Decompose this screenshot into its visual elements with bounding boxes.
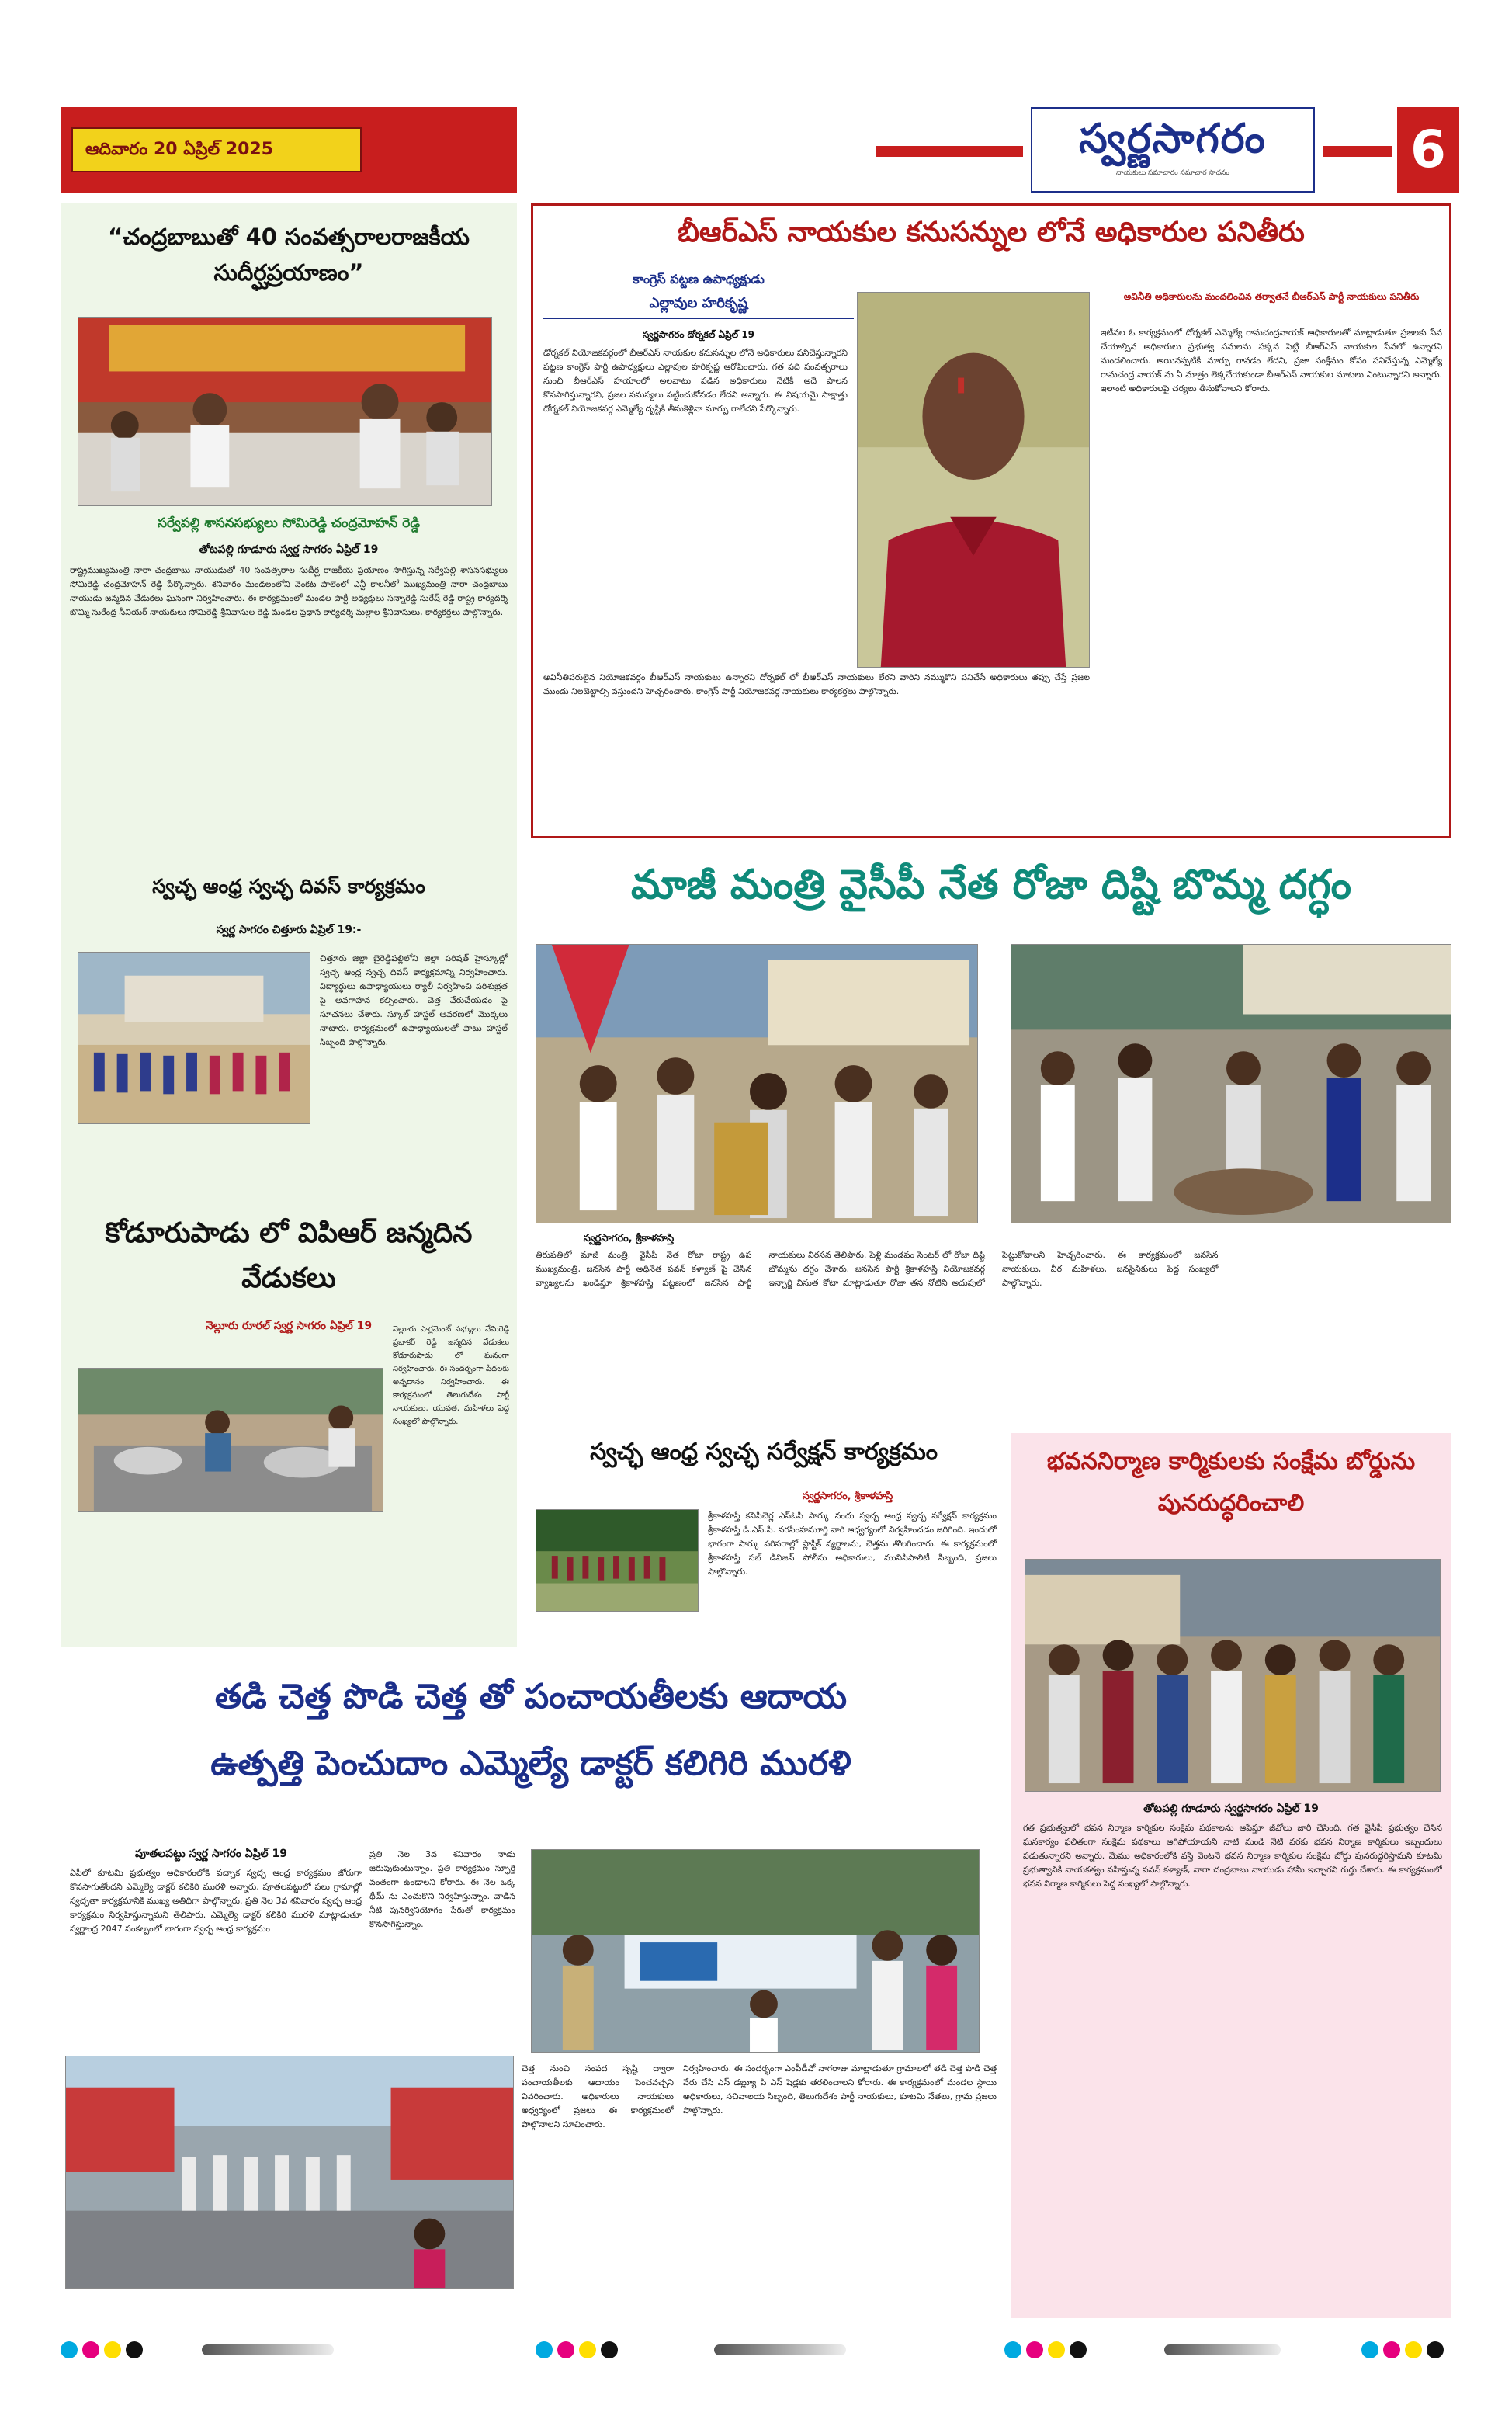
- swachh-photo: [536, 1509, 699, 1612]
- registration-dot: [1004, 2341, 1021, 2358]
- registration-dot: [126, 2341, 143, 2358]
- registration-dot: [601, 2341, 618, 2358]
- welfare-photo-image: [1025, 1560, 1440, 1791]
- registration-dot: [61, 2341, 78, 2358]
- swachh-photo-image: [536, 1510, 698, 1611]
- story1-dateline: తోటపల్లి గూడూరు స్వర్ణ సాగరం ఏప్రిల్ 19: [199, 543, 379, 556]
- welfare-photo: [1025, 1559, 1441, 1792]
- footer-registration: [0, 2337, 1512, 2368]
- story1-headline: “చంద్రబాబుతో 40 సంవత్సరాలరాజకీయ సుదీర్ఘప్రయాణం”: [108, 224, 470, 286]
- story1-photo-image: [78, 318, 491, 505]
- page-number-box: [1397, 107, 1459, 193]
- panchayat-dateline: పూతలపట్టు స్వర్ణ సాగరం ఏప్రిల్ 19: [135, 1848, 287, 1860]
- brs-portrait-photo: [857, 292, 1090, 668]
- registration-bar: [202, 2344, 334, 2355]
- logo-box: [1031, 107, 1315, 193]
- story2-photo: [78, 952, 310, 1124]
- panchayat-photo-bottom-image: [66, 2056, 513, 2288]
- panchayat-body-col1: ఏపీలో కూటమి ప్రభుత్వం అధికారంలోకి వచ్చాక స్వచ్ఛ ఆంధ్ర కార్యక్రమం జోరుగా కొనసాగుతోందని ఎమ్మెల్యే డాక్టర్ కలికిరి మురళి అన్నారు. పూతలపట్టులో పలు గ్రామాల్లో స్వచ్ఛతా కార్యక్రమానికి ముఖ్య అతిథిగా పాల్గొన్నారు. ప్రతి నెల 3వ శనివారం స్వచ్ఛ ఆంధ్ర కార్యక్రమం నిర్వహిస్తున్నామని తెలిపారు. ఎమ్మెల్యే డాక్టర్ కలికిరి మురళి మాట్లాడుతూ స్వర్ణాంధ్ర 2047 సంకల్పంలో భాగంగా స్వచ్ఛ ఆంధ్ర కార్యక్రమం: [70, 1868, 362, 1934]
- swachh-dateline: స్వర్ణసాగరం, శ్రీకాళహస్తి: [802, 1491, 893, 1502]
- panchayat-headline-line2: ఉత్పత్తి పెంచుదాం ఎమ్మెల్యే డాక్టర్ కలిగిరి మురళి: [210, 1744, 851, 1783]
- brs-dateline: స్వర్ణసాగరం దోర్నకల్ ఏప్రిల్ 19: [642, 329, 755, 340]
- brs-body-left: డోర్నకల్ నియోజకవర్గంలో బీఆర్ఎస్ నాయకుల కనుసన్నుల లోనే అధికారులు పనిచేస్తున్నారని పట్టణ కాంగ్రెస్ పార్టీ ఉపాధ్యక్షులు ఎల్లావుల హరికృష్ణ ఆరోపించారు. గత పది సంవత్సరాలు నుంచి బీఆర్ఎస్ హయాంలో అలవాటు పడిన అధికారులు నేటికీ అదే పాలన కొనసాగిస్తున్నారని, ప్రజల సమస్యలు పట్టించుకోవడం లేదని అన్నారు. ఈ విషయమై సాక్షాత్తు దోర్నకల్ నియోజకవర్గ ఎమ్మెల్యే దృష్టికి తీసుకెళ్లినా మార్పు రాలేదని పేర్కొన్నారు.: [543, 348, 848, 414]
- registration-dot: [1361, 2341, 1378, 2358]
- brs-byline-role: కాంగ్రెస్ పట్టణ ఉపాధ్యక్షుడు: [633, 272, 765, 286]
- registration-dot: [579, 2341, 596, 2358]
- registration-dot: [82, 2341, 99, 2358]
- registration-dot: [1383, 2341, 1400, 2358]
- registration-bar: [714, 2344, 846, 2355]
- story2-dateline: స్వర్ణ సాగరం చిత్తూరు ఏప్రిల్ 19:-: [216, 924, 362, 936]
- roja-dateline: స్వర్ణసాగరం, శ్రీకాళహస్తి: [583, 1233, 675, 1244]
- brs-headline: బీఆర్ఎస్ నాయకుల కనుసన్నుల లోనే అధికారుల పనితీరు: [678, 217, 1305, 248]
- roja-photo-right-image: [1011, 945, 1451, 1223]
- brs-portrait-image: [858, 293, 1089, 667]
- registration-dot: [1048, 2341, 1065, 2358]
- story3-photo-image: [78, 1369, 383, 1511]
- registration-dot: [1070, 2341, 1087, 2358]
- welfare-headline: భవననిర్మాణ కార్మికులకు సంక్షేమ బోర్డును పునరుద్ధరించాలి: [1046, 1448, 1416, 1517]
- panchayat-photo-top-image: [532, 1850, 979, 2052]
- panchayat-photo-bottom: [65, 2056, 514, 2289]
- registration-dot: [1026, 2341, 1043, 2358]
- panchayat-headline-line1: తడి చెత్త పొడి చెత్త తో పంచాయతీలకు ఆదాయ: [214, 1677, 848, 1716]
- story2-photo-image: [78, 953, 310, 1123]
- panchayat-photo-top: [531, 1849, 980, 2053]
- story2-body: చిత్తూరు జిల్లా బైరెడ్డిపల్లిలోని జిల్లా పరిషత్ హైస్కూల్లో స్వచ్ఛ ఆంధ్ర స్వచ్ఛ దివస్ కార్యక్రమాన్ని నిర్వహించారు. విద్యార్థులు ఉపాధ్యాయులు ర్యాలీ నిర్వహించి పరిశుభ్రత పై అవగాహన కల్పించారు. చెత్త వేరుచేయడం పై సూచనలు చేశారు. స్కూల్ హాస్టల్ ఆవరణలో మొక్కలు నాటారు. కార్యక్రమంలో ఉపాధ్యాయులతో పాటు హాస్టల్ సిబ్బంది పాల్గొన్నారు.: [320, 953, 508, 1047]
- page-number: 6: [1410, 120, 1446, 179]
- panchayat-body-col4: నిర్వహించారు. ఈ సందర్భంగా ఎంపీడీవో నాగరాజు మాట్లాడుతూ గ్రామాలలో తడి చెత్త పొడి చెత్త వేరు చేసి ఎస్ డబ్ల్యూ పి ఎస్ షెడ్లకు తరలించాలని కోరారు. ఈ కార్యక్రమంలో మండల స్థాయి అధికారులు, సచివాలయ సిబ్బంది, తెలుగుదేశం పార్టీ నాయకులు, కూటమి నేతలు, గ్రామ ప్రజలు పాల్గొన్నారు.: [683, 2063, 997, 2115]
- registration-dot: [536, 2341, 553, 2358]
- roja-body: తిరుపతిలో మాజీ మంత్రి, వైసీపీ నేత రోజా రాష్ట్ర ఉప ముఖ్యమంత్రి, జనసేన పార్టీ అధినేత పవన్ కళ్యాణ్ పై చేసిన వ్యాఖ్యలను ఖండిస్తూ శ్రీకాళహస్తి పట్టణంలో జనసేన పార్టీ నాయకులు నిరసన తెలిపారు. పెళ్లి మండపం సెంటర్ లో రోజా దిష్టి బొమ్మను దగ్ధం చేశారు. జనసేన పార్టీ శ్రీకాళహస్తి నియోజకవర్గ ఇన్చార్జి వినుత కోటా మాట్లాడుతూ రోజా తన నోటిని అదుపులో పెట్టుకోవాలని హెచ్చరించారు. ఈ కార్యక్రమంలో జనసేన నాయకులు, వీర మహిళలు, జనసైనికులు పెద్ద సంఖ్యలో పాల్గొన్నారు.: [536, 1250, 1219, 1288]
- welfare-dateline: తోటపల్లి గూడూరు స్వర్ణసాగరం ఏప్రిల్ 19: [1143, 1803, 1319, 1815]
- brs-body-bottom: అవినీతిపరులైన నియోజకవర్గం బీఆర్ఎస్ నాయకులు ఉన్నారని దోర్నకల్ లో బీఆర్ఎస్ నాయకులు లేరని వారిని నమ్ముకొని పనిచేసే అధికారులు తప్పు చేస్తే ప్రజల ముందు నిలబెట్టాల్సి వస్తుందని హెచ్చరించారు. కాంగ్రెస్ పార్టీ నియోజకవర్గ నాయకులు కార్యకర్తలు పాల్గొన్నారు.: [543, 672, 1090, 696]
- logo-tagline: నాయకులు సమాచారం సమాచార సాధనం: [1116, 169, 1229, 177]
- date-banner-inner: [71, 127, 362, 172]
- story1-body: రాష్ట్రముఖ్యమంత్రి నారా చంద్రబాబు నాయుడుతో 40 సంవత్సరాల సుదీర్ఘ రాజకీయ ప్రయాణం సాగిస్తున్న సర్వేపల్లి శాసనసభ్యులు సోమిరెడ్డి చంద్రమోహన్ రెడ్డి పేర్కొన్నారు. శనివారం మండలంలోని వెంకట పాలెంలో ఎన్టీ కాలనీలో ముఖ్యమంత్రి నారా చంద్రబాబు నాయుడు జన్మదిన వేడుకలు ఘనంగా నిర్వహించారు. ఈ కార్యక్రమంలో మండల పార్టీ అధ్యక్షులు సన్నారెడ్డి సురేష్ రెడ్డి రాష్ట్ర కార్యదర్శి బొమ్మి సురేంద్ర సీనియర్ నాయకులు సోమిరెడ్డి శ్రీనివాసుల రెడ్డి మండల ప్రధాన కార్యదర్శి మల్లాల శ్రీనివాసులు, కార్యకర్తలు పాల్గొన్నారు.: [70, 565, 508, 617]
- story1-photo: [78, 317, 492, 506]
- brs-side-heading: అవినీతి అధికారులను మందలించిన తర్వాతనే బీఆర్ఎస్ పార్టీ నాయకులు పనితీరు: [1123, 291, 1420, 302]
- registration-dot: [1405, 2341, 1422, 2358]
- swachh-body: శ్రీకాళహస్తి కనిపిచెర్ల ఎస్ఓసి పార్కు నందు స్వచ్ఛ ఆంధ్ర స్వచ్ఛ సర్వేక్షన్ కార్యక్రమం శ్రీకాళహస్తి డి.ఎస్.పి. నరసింహమూర్తి వారి ఆధ్వర్యంలో నిర్వహించడం జరిగింది. ఇందులో భాగంగా పార్కు పరిసరాల్లో ప్లాస్టిక్ వ్యర్థాలను, చెత్తను తొలగించారు. ఈ కార్యక్రమంలో శ్రీకాళహస్తి సబ్ డివిజన్ పోలీసు అధికారులు, మునిసిపాలిటీ సిబ్బంది, ప్రజలు పాల్గొన్నారు.: [708, 1511, 997, 1577]
- logo-text: స్వర్ణసాగరం: [1079, 116, 1267, 162]
- registration-dot: [104, 2341, 121, 2358]
- brs-byline-name: ఎల్లావుల హరికృష్ణ: [543, 295, 854, 319]
- panchayat-body-col2: ప్రతి నెల 3వ శనివారం నాడు జరుపుకుంటున్నాం. ప్రతి కార్యక్రమం స్ఫూర్తి వంతంగా ఉండాలని కోరారు. ఈ నెల ఒక్క థీమ్ ను ఎంచుకొని నిర్వహిస్తున్నాం. వాడిన నీటి పునర్వినియోగం పేరుతో కార్యక్రమం కొనసాగిస్తున్నాం.: [369, 1849, 515, 1929]
- issue-date: ఆదివారం 20 ఏప్రిల్ 2025: [85, 140, 274, 159]
- registration-bar: [1164, 2344, 1281, 2355]
- story3-headline: కోడూరుపాడు లో విపిఆర్ జన్మదిన వేడుకలు: [105, 1217, 473, 1294]
- roja-photo-left-image: [536, 945, 977, 1223]
- date-banner: [61, 107, 517, 193]
- story3-body: నెల్లూరు పార్లమెంట్ సభ్యులు వేమిరెడ్డి ప్రభాకర్ రెడ్డి జన్మదిన వేడుకలు కోడూరుపాడు లో ఘనంగా నిర్వహించారు. ఈ సందర్భంగా పేదలకు అన్నదానం నిర్వహించారు. ఈ కార్యక్రమంలో తెలుగుదేశం పార్టీ నాయకులు, యువత, మహిళలు పెద్ద సంఖ్యలో పాల్గొన్నారు.: [393, 1325, 509, 1426]
- roja-photo-left: [536, 944, 978, 1223]
- masthead: [61, 107, 1459, 193]
- roja-photo-right: [1011, 944, 1451, 1223]
- header-rule-left: [876, 146, 1023, 157]
- swachh-headline: స్వచ్ఛ ఆంధ్ర స్వచ్ఛ సర్వేక్షన్ కార్యక్రమం: [590, 1439, 938, 1466]
- header-rule-right: [1323, 146, 1392, 157]
- registration-dot: [1427, 2341, 1444, 2358]
- story3-dateline: నెల్లూరు రూరల్ స్వర్ణ సాగరం ఏప్రిల్ 19: [205, 1320, 373, 1332]
- roja-headline: మాజీ మంత్రి వైసీపీ నేత రోజా దిష్టి బొమ్మ దగ్ధం: [631, 862, 1351, 908]
- brs-body-right: ఇటీవల ఓ కార్యక్రమంలో దోర్నకల్ ఎమ్మెల్యే రామచంద్రనాయక్ అధికారులతో మాట్లాడుతూ ప్రజలకు సేవ చేయాల్సిన అధికారులు ప్రభుత్వ పనులను పక్కన పెట్టి బీఆర్ఎస్ నాయకుల సేవలో ఉన్నారని మందలించారు. అయినప్పటికీ మార్పు రావడం లేదని, ప్రజా సంక్షేమం కోసం పనిచేస్తున్న ఎమ్మెల్యే రామచంద్ర నాయక్ ను ఏ మాత్రం లెక్కచేయకుండా బీఆర్ఎస్ నాయకుల మాటలు వింటున్నారని అన్నారు. ఇలాంటి అధికారులపై చర్యలు తీసుకోవాలని కోరారు.: [1101, 328, 1442, 394]
- registration-dot: [557, 2341, 574, 2358]
- welfare-body: గత ప్రభుత్వంలో భవన నిర్మాణ కార్మికుల సంక్షేమ పథకాలను ఆపేస్తూ జీవోలు జారీ చేసింది. గత వైసీపీ ప్రభుత్వం చేసిన ఘనకార్యం ఫలితంగా సంక్షేమ పథకాలు ఆగిపోయాయని నాటి నుండి నేటి వరకు భవన నిర్మాణ కార్మికులు ఇబ్బందులు పడుతున్నారని అన్నారు. మేము అధికారంలోకి వస్తే వెంటనే భవన నిర్మాణ కార్మికుల సంక్షేమ బోర్డు పునరుద్ధరిస్తామని కూటమి ప్రభుత్వానికి నాయకత్వం వహిస్తున్న పవన్ కళ్యాణ్, నారా చంద్రబాబు నాయుడు హామీ ఇచ్చారని గుర్తు చేశారు. ఈ కార్యక్రమంలో భవన నిర్మాణ కార్మికులు పెద్ద సంఖ్యలో పాల్గొన్నారు.: [1023, 1823, 1442, 1889]
- story3-photo: [78, 1368, 383, 1512]
- panchayat-body-col3: చెత్త నుంచి సంపద సృష్టి ద్వారా పంచాయతీలకు ఆదాయం పెంచవచ్చని వివరించారు. అధికారులు నాయకులు అధ్వర్యంలో ప్రజలు ఈ కార్యక్రమంలో పాల్గొనాలని సూచించారు.: [522, 2063, 674, 2129]
- story1-caption: సర్వేపల్లి శాసనసభ్యులు సోమిరెడ్డి చంద్రమోహన్ రెడ్డి: [158, 515, 420, 531]
- story2-headline: స్వచ్ఛ ఆంధ్ర స్వచ్ఛ దివస్ కార్యక్రమం: [152, 875, 425, 897]
